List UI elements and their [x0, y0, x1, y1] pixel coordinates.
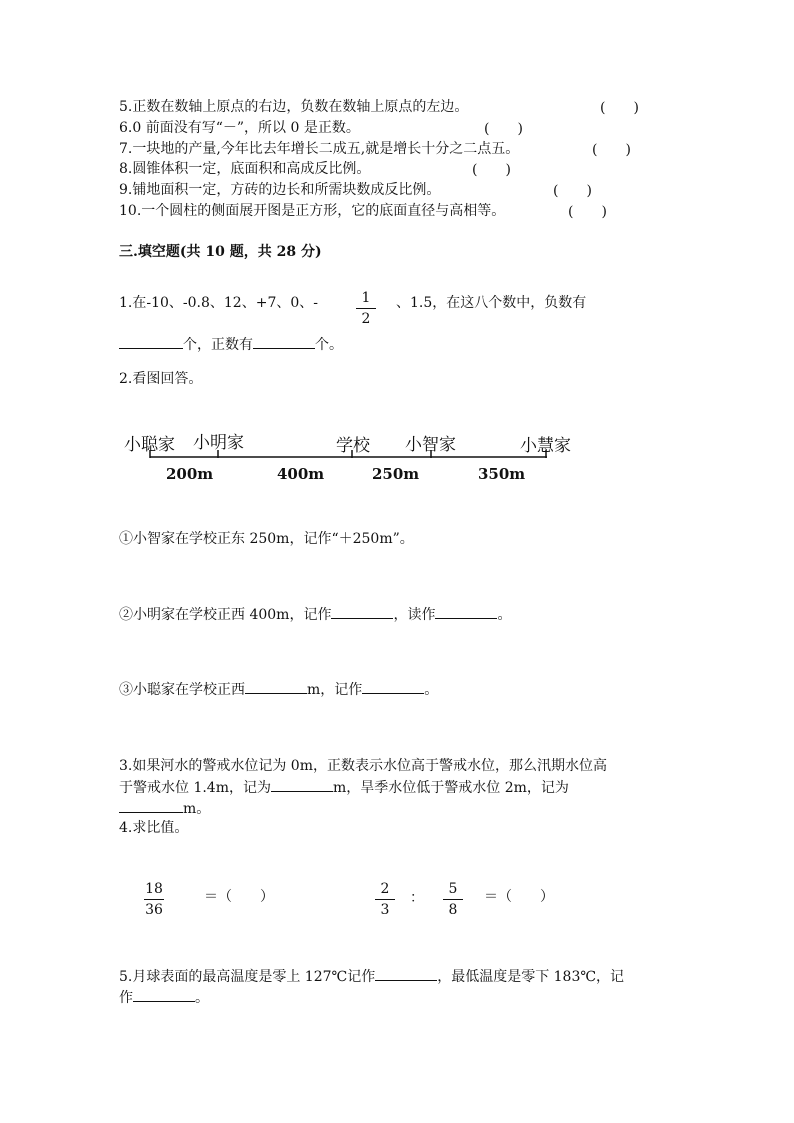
equals-paren: ＝（ ）: [204, 889, 274, 905]
tf-item-text: 5.正数在数轴上原点的右边，负数在数轴上原点的左边。: [119, 99, 469, 115]
answer-blank[interactable]: [119, 798, 183, 813]
tf-item-text: 8.圆锥体积一定，底面积和高成反比例。: [119, 161, 371, 177]
equals-paren: ＝（ ）: [484, 889, 554, 905]
fraction-numerator: 1: [361, 290, 371, 306]
q2-text: m，记作: [307, 682, 363, 698]
answer-blank[interactable]: [435, 604, 497, 619]
answer-blank[interactable]: [245, 679, 307, 694]
q5-line1: [119, 966, 624, 987]
fraction-2-3: [373, 880, 397, 919]
q2-sub2: [119, 604, 511, 625]
number-line: [0, 0, 794, 500]
ratio-colon: ：: [410, 890, 424, 906]
fraction-numerator: 5: [448, 881, 458, 897]
distance-label: 400m: [277, 465, 325, 483]
q1-text: 1.在-10、-0.8、12、+7、0、-: [119, 295, 318, 311]
fraction-5-8: [441, 880, 465, 919]
fraction-bar: [443, 899, 463, 900]
answer-blank[interactable]: [271, 777, 333, 792]
answer-paren: ( ): [484, 121, 523, 137]
label-xiaozhi: 小智家: [405, 435, 456, 455]
q3-line1: 3.如果河水的警戒水位记为 0m，正数表示水位高于警戒水位，那么汛期水位高: [119, 758, 607, 774]
distance-label: 250m: [372, 465, 420, 483]
q2-text: 。: [497, 607, 512, 623]
answer-blank[interactable]: [375, 966, 437, 981]
answer-paren: ( ): [568, 204, 607, 220]
fraction-denominator: 2: [361, 311, 371, 327]
fraction-18-36: [142, 880, 166, 919]
q1-text: 、1.5，在这八个数中，负数有: [396, 295, 587, 311]
q2-text: ③小聪家在学校正西: [119, 682, 245, 698]
fraction-denominator: 36: [145, 902, 163, 918]
q2-title: 2.看图回答。: [119, 371, 203, 387]
answer-blank[interactable]: [133, 987, 195, 1002]
q5-text: 5.月球表面的最高温度是零上 127℃记作: [119, 969, 376, 985]
q5-text: ，最低温度是零下 183℃，记: [437, 969, 625, 985]
section-heading: 三.填空题(共 10 题，共 28 分): [119, 244, 322, 260]
tf-item-text: 9.铺地面积一定，方砖的边长和所需块数成反比例。: [119, 182, 441, 198]
q2-text: ，读作: [393, 607, 436, 623]
tf-item-text: 7.一块地的产量,今年比去年增长二成五,就是增长十分之二点五。: [119, 141, 520, 157]
q3-text: m，旱季水位低于警戒水位 2m，记为: [333, 780, 569, 796]
fraction-bar: [144, 899, 164, 900]
q4-title: 4.求比值。: [119, 820, 189, 836]
tf-item-text: 10.一个圆柱的侧面展开图是正方形，它的底面直径与高相等。: [119, 203, 506, 219]
q3-line3: [119, 798, 210, 819]
answer-blank[interactable]: [362, 679, 424, 694]
q3-text: m。: [183, 801, 211, 817]
fraction-bar: [375, 899, 395, 900]
distance-label: 350m: [478, 465, 526, 483]
label-xiaocong: 小聪家: [124, 435, 175, 455]
q2-text: 。: [424, 682, 439, 698]
label-xiaoming: 小明家: [193, 433, 244, 453]
q2-sub1: ①小智家在学校正东 250m，记作“＋250m”。: [119, 531, 414, 547]
label-xiaohui: 小慧家: [520, 436, 571, 456]
q2-sub3: [119, 679, 438, 700]
answer-paren: ( ): [472, 162, 511, 178]
tf-item-text: 6.0 前面没有写“－”，所以 0 是正数。: [119, 120, 360, 136]
q2-text: ②小明家在学校正西 400m，记作: [119, 607, 332, 623]
answer-blank[interactable]: [331, 604, 393, 619]
q3-line2: [119, 777, 569, 798]
q3-text: 于警戒水位 1.4m，记为: [119, 780, 271, 796]
answer-paren: ( ): [553, 183, 592, 199]
distance-label: 200m: [166, 465, 214, 483]
answer-paren: ( ): [592, 142, 631, 158]
q5-text: 作: [119, 990, 133, 1006]
fraction-numerator: 18: [145, 881, 163, 897]
fraction-numerator: 2: [380, 881, 390, 897]
q5-line2: [119, 987, 209, 1008]
fraction-denominator: 3: [380, 902, 390, 918]
q1-text: 个，正数有: [183, 337, 253, 353]
q5-text: 。: [195, 990, 209, 1006]
fraction-denominator: 8: [448, 902, 458, 918]
q1-text: 个。: [315, 337, 343, 353]
answer-paren: ( ): [600, 100, 639, 116]
label-school: 学校: [336, 436, 370, 456]
